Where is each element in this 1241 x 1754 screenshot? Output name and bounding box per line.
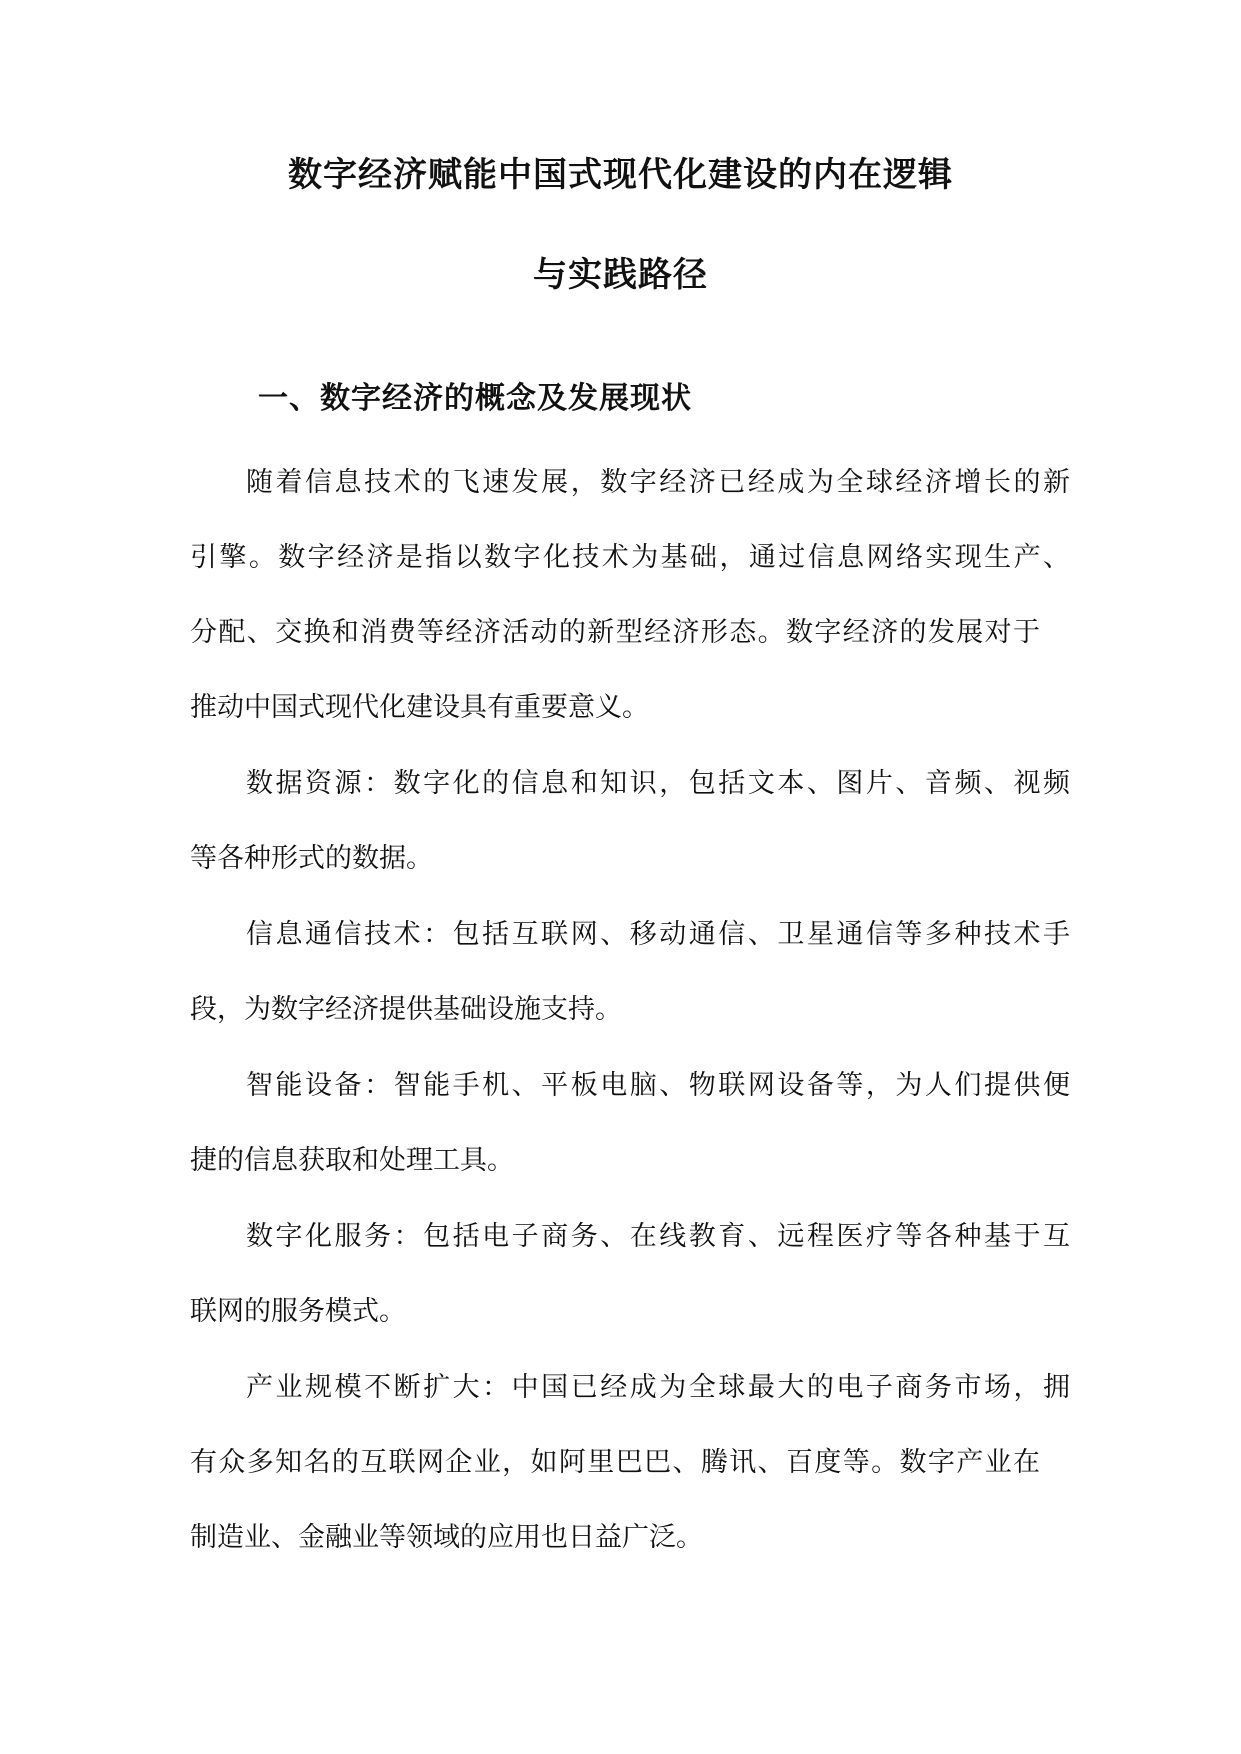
paragraph-line: 段，为数字经济提供基础设施支持。 [190,994,622,1025]
paragraph-line: 信息通信技术：包括互联网、移动通信、卫星通信等多种技术手 [246,919,1070,950]
paragraph-line: 有众多知名的互联网企业，如阿里巴巴、腾讯、百度等。数字产业在 [190,1447,1040,1478]
paragraph-line: 智能设备：智能手机、平板电脑、物联网设备等，为人们提供便 [246,1070,1070,1101]
document-title-line-1: 数字经济赋能中国式现代化建设的内在逻辑 [288,155,953,195]
section-heading: 一、数字经济的概念及发展现状 [258,381,692,416]
paragraph-line: 产业规模不断扩大：中国已经成为全球最大的电子商务市场，拥 [246,1372,1070,1403]
paragraph-line: 分配、交换和消费等经济活动的新型经济形态。数字经济的发展对于 [190,617,1040,648]
paragraph-line: 等各种形式的数据。 [190,843,433,874]
paragraph-line: 引擎。数字经济是指以数字化技术为基础，通过信息网络实现生产、 [190,542,1070,573]
paragraph-line: 数字化服务：包括电子商务、在线教育、远程医疗等各种基于互 [246,1221,1070,1252]
paragraph-line: 制造业、金融业等领域的应用也日益广泛。 [190,1522,703,1553]
paragraph-line: 随着信息技术的飞速发展，数字经济已经成为全球经济增长的新 [246,467,1070,498]
paragraph-line: 推动中国式现代化建设具有重要意义。 [190,692,649,723]
document-title-line-2: 与实践路径 [533,255,708,295]
paragraph-line: 数据资源：数字化的信息和知识，包括文本、图片、音频、视频 [246,768,1070,799]
paragraph-line: 捷的信息获取和处理工具。 [190,1145,514,1176]
paragraph-line: 联网的服务模式。 [190,1296,406,1327]
